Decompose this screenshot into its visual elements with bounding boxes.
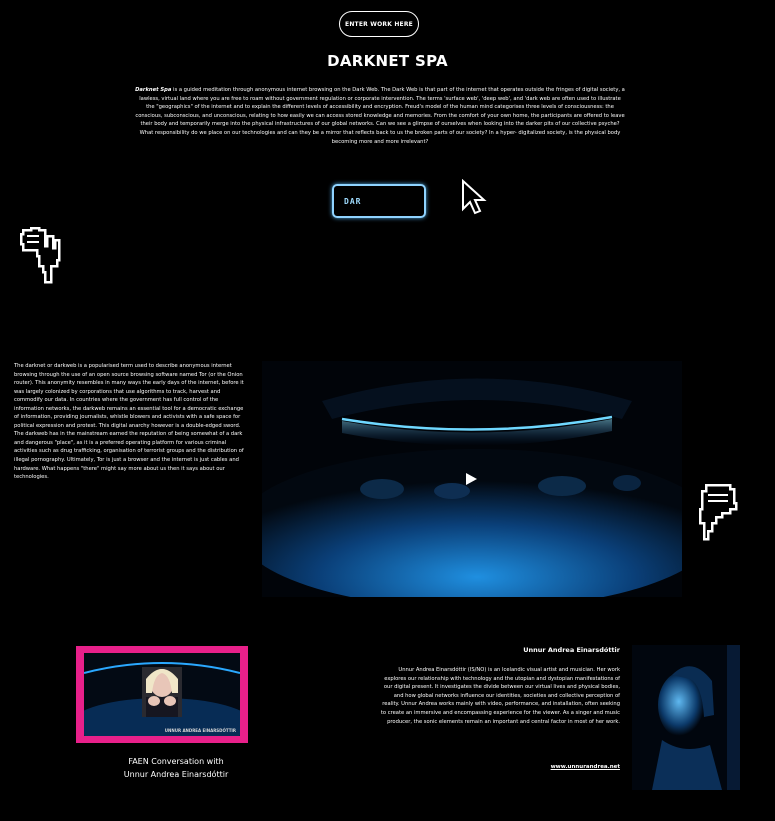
intro-text: is a guided meditation through anonymous internet browsing on the Dark Web. The Dark Web is that part of the internet that operates outside the fringes of digital society, a lawless, virtual land where you are free to roam without government regulation or corporate intervention. The terms 'surface web', 'deep web', and 'dark web are often used to illustrate the "geographics" of the internet and to explain the different levels of accessibility and encryption. Freud's model of the human mind categorises three levels of consciousness: the conscious, subconscious, and unconscious, relating to how easily we can access stored knowledge and memories. From the comfort of your own home, the participants are offered to leave their body and temporarily merge into the physical infrastructures of our global networks. Can we see a glimpse of ourselves when looking into the darker pits of our collective psyche? What responsibility do we place on our technologies and can they be a mirror that reflects back to us the broken parts of our society? In a hyper- digitalized society, is the physical body becoming more and more irrelevant? <box>135 87 625 145</box>
play-icon[interactable] <box>466 473 477 485</box>
conversation-video-thumbnail[interactable] <box>76 646 248 743</box>
conversation-thumbnail-image <box>84 653 240 736</box>
conversation-caption <box>76 755 276 781</box>
darkweb-paragraph: The darknet or darkweb is a popularised term used to describe anonymous internet browsing through the use of an open source browsing software named Tor (or the Onion router). This anonymity resembles in many ways the early days of the internet, before it was largely colonized by corporations that use algorithms to track, harvest and commodify our data. In countries where the government has full control of the information networks, the darkweb remains an essential tool for a democratic exchange of information, providing journalists, whistle blowers and activists with a safe space for political expression and protest. This digital anarchy however is a double-edged sword. The darkweb has in the mainstream earned the reputation of being somewhat of a dark and dangerous "place", as it is a preferred operating platform for various criminal activities such as drug trafficking, organisation of terrorist groups and the distribution of illegal pornography. Ultimately, Tor is just a browser and the internet is just cables and hardware. What happens "there" might say more about us then it says about our technologies. <box>14 363 244 481</box>
caption-line-2: Unnur Andrea Einarsdóttir <box>123 770 229 779</box>
caption-line-1: FAEN Conversation with <box>128 757 224 766</box>
pointing-hand-cursor-icon <box>17 226 63 288</box>
intro-lead: Darknet Spa <box>135 87 172 93</box>
thumbnail-name-label: UNNUR ANDREA EINARSDÓTTIR <box>164 728 236 733</box>
enter-work-button[interactable]: ENTER WORK HERE <box>339 11 419 37</box>
arrow-cursor-icon <box>461 179 487 219</box>
pointing-hand-cursor-icon <box>696 483 740 545</box>
search-input[interactable]: DAR <box>332 184 426 218</box>
artist-bio: Unnur Andrea Einarsdóttir (IS/NO) is an Icelandic visual artist and musician. Her work explores our relationship with technology and the utopian and dystopian manifestations of our digital present. It investigates the divide between our virtual lives and physical bodies, and how global networks influence our identities, societies and collective perception of reality. Unnur Andrea works mainly with video, performance, and installation, often seeking to create an immersive and encompassing experience for the viewer. As a singer and music producer, the sonic elements remain an important and central factor in most of her work. <box>380 667 620 725</box>
artist-name: Unnur Andrea Einarsdóttir <box>523 646 620 654</box>
page-title: DARKNET SPA <box>327 52 448 70</box>
artist-website-link[interactable]: www.unnurandrea.net <box>550 764 620 770</box>
intro-paragraph <box>135 86 625 146</box>
artist-portrait <box>632 645 740 790</box>
